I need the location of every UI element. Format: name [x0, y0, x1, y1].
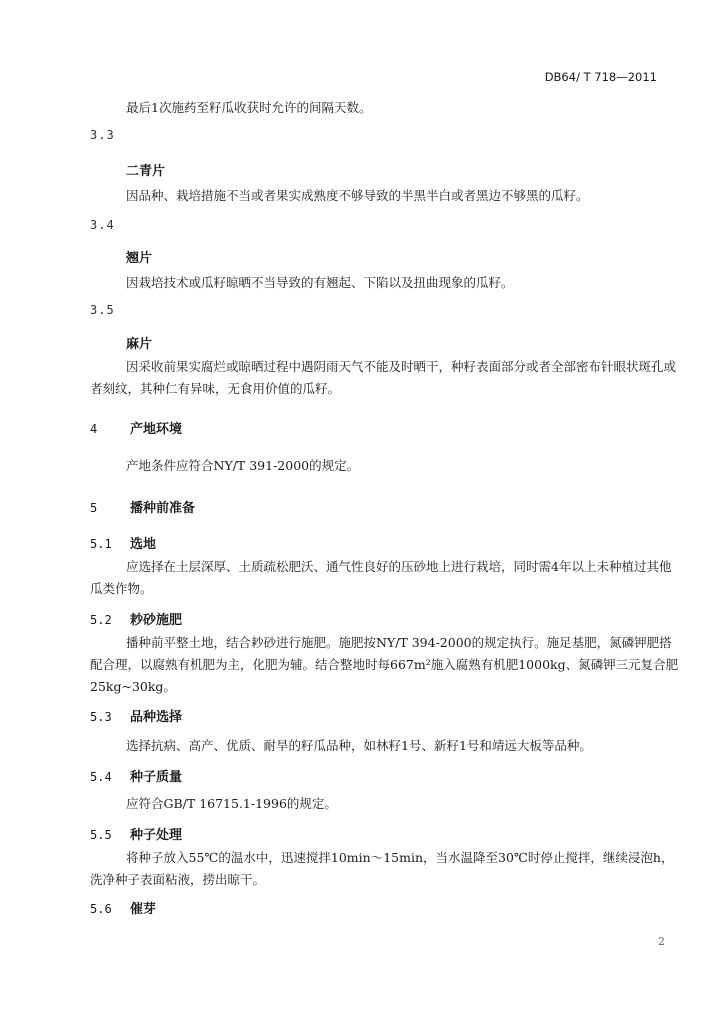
subsection-heading	[90, 706, 182, 725]
subsection-number: 5.1	[90, 537, 112, 551]
subsection-text: 应选择在土层深厚、土质疏松肥沃、通气性良好的压砂地上进行栽培，同时需4年以上未种植过其他瓜类作物。	[90, 559, 672, 596]
intro-line: 最后1次施药至籽瓜收获时允许的间隔天数。	[126, 100, 372, 115]
subsection-title: 种子质量	[130, 770, 183, 785]
subsection-title: 耖砂施肥	[130, 613, 183, 628]
term-title: 翘片	[126, 251, 153, 266]
term-number: 3.5	[90, 303, 115, 317]
subsection-number: 5.5	[90, 828, 112, 842]
term-definition: 因采收前果实腐烂或晾晒过程中遇阴雨天气不能及时晒干，种籽表面部分或者全部密布针眼状斑孔或者刻纹，其种仁有异味，无食用价值的瓜籽。	[90, 359, 677, 396]
term-number: 3.4	[90, 218, 115, 232]
subsection-text: 选择抗病、高产、优质、耐旱的籽瓜品种，如林籽1号、新籽1号和靖远大板等品种。	[126, 738, 592, 753]
section-title: 播种前准备	[130, 501, 196, 516]
term-definition: 因品种、栽培措施不当或者果实成熟度不够导致的半黑半白或者黑边不够黑的瓜籽。	[126, 188, 589, 203]
subsection-title: 品种选择	[130, 710, 183, 725]
section-heading-4	[90, 418, 182, 437]
term-number: 3.3	[90, 128, 115, 142]
subsection-text: 播种前平整土地，结合耖砂进行施肥。施肥按NY/T 394-2000的规定执行。施足基肥，氮磷钾肥搭配合理，以腐熟有机肥为主，化肥为辅。结合整地时每667m²施入腐熟有机肥1000kg、氮磷钾三元复合肥25kg~30kg。	[90, 635, 679, 694]
subsection-text: 将种子放入55℃的温水中，迅速搅拌10min～15min，当水温降至30℃时停止搅拌，继续浸泡h，洗净种子表面粘液，捞出晾干。	[90, 850, 674, 887]
term-definition: 因栽培技术或瓜籽晾晒不当导致的有翘起、下陷以及扭曲现象的瓜籽。	[126, 275, 514, 290]
subsection-number: 5.3	[90, 710, 112, 724]
subsection-number: 5.6	[90, 902, 112, 916]
term-title: 麻片	[126, 337, 153, 352]
subsection-text: 应符合GB/T 16715.1-1996的规定。	[126, 796, 337, 811]
section-number: 4	[90, 422, 98, 436]
term-title: 二青片	[126, 164, 166, 179]
section-number: 5	[90, 501, 98, 515]
subsection-heading	[90, 766, 182, 785]
subsection-heading	[90, 609, 182, 628]
subsection-heading	[90, 533, 156, 552]
subsection-title: 种子处理	[130, 828, 183, 843]
page-number: 2	[658, 935, 665, 948]
document-code-header: DB64/ T 718—2011	[544, 70, 657, 84]
section-title: 产地环境	[130, 422, 183, 437]
subsection-number: 5.4	[90, 770, 112, 784]
subsection-heading	[90, 898, 156, 917]
subsection-heading	[90, 824, 182, 843]
subsection-title: 催芽	[130, 902, 157, 917]
section-heading-5	[90, 497, 195, 516]
subsection-title: 选地	[130, 537, 157, 552]
section-text: 产地条件应符合NY/T 391-2000的规定。	[126, 458, 360, 473]
subsection-number: 5.2	[90, 613, 112, 627]
